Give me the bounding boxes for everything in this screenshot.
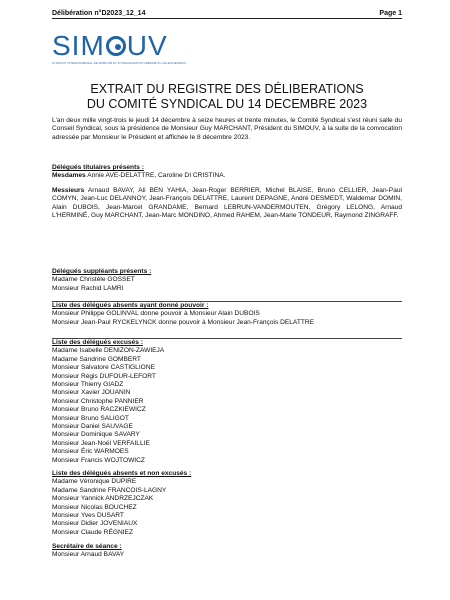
page-number: Page 1 <box>379 10 402 17</box>
list-item: Madame Sandrine GOMBERT <box>52 355 141 363</box>
list-item: Monsieur Éric WARMOES <box>52 448 129 456</box>
list-item: Monsieur Nicolas BOUCHEZ <box>52 503 137 511</box>
list-item: Monsieur Jean-Noël VERFAILLIE <box>52 439 150 447</box>
mesdames-line <box>52 172 402 180</box>
title-line-1: EXTRAIT DU REGISTRE DES DÉLIBERATIONS <box>90 82 364 96</box>
intro-paragraph: L'an deux mille vingt-trois le jeudi 14 décembre à seize heures et trente minutes, le Comité Syndical s'est réuni salle du Conseil Syndical, sous la présidence de Monsieur Guy MARCHANT, Président du SIMOUV, à la suite de la convocation adressée par Monsieur le Président et affichée le 8 décembre 2023. <box>52 117 402 141</box>
pouvoirs-section <box>52 301 402 327</box>
logo-text-left: SIM <box>52 30 105 61</box>
mesdames-names: Annie AVE-DELATTRE, Caroline DI CRISTINA. <box>87 172 226 180</box>
title-line-2: DU COMITÉ SYNDICAL DU 14 DECEMBRE 2023 <box>86 97 368 111</box>
list-item: Monsieur Didier JOVENIAUX <box>52 520 138 528</box>
list-item: Madame Sandrine FRANCOIS-LAGNY <box>52 486 167 494</box>
page-header <box>52 10 402 19</box>
pouvoirs-title: Liste des délégués absents ayant donné pouvoir : <box>52 302 209 309</box>
messieurs-paragraph <box>52 187 402 221</box>
list-item: Monsieur Yves DUSART <box>52 512 124 520</box>
list-item: Monsieur Arnaud BAVAY <box>52 551 125 559</box>
titulaires-section <box>52 164 402 220</box>
list-item: Madame Véronique DUPIRE <box>52 478 137 486</box>
list-item: Monsieur Bruno RACZKIEWICZ <box>52 406 146 414</box>
list-item: Monsieur Francis WOJTOWICZ <box>52 456 145 464</box>
logo-subtitle: SYNDICAT INTERCOMMUNAL DE MOBILITÉ ET D'ORGANISATION URBAINE DU VALENCIENNOIS <box>52 62 187 65</box>
logo-text-right: UV <box>126 30 168 61</box>
list-item: Monsieur Thierry GIADZ <box>52 381 124 389</box>
list-item: Monsieur Daniel SAUVAGE <box>52 423 133 431</box>
titulaires-title: Délégués titulaires présents : <box>52 164 144 171</box>
list-item: Monsieur Rachid LAMRI <box>52 284 124 292</box>
simouv-logo <box>52 32 252 72</box>
suppleants-title: Délégués suppléants présents : <box>52 268 152 275</box>
messieurs-names: Arnaud BAVAY, Ali BEN YAHIA, Jean-Roger BERRIER, Michel BLAISE, Bruno CELLIER, Jean-Paul COMYN, Jean-Luc DELANNOY, Jean-François DELATTRE, Laurent DEPAGNE, André DESMEDT, Waldemar DOMIN, Alain DUBOIS, Jean-Marcel GRANDAME, Bernard LEBRUN-VANDERMOUTEN, Grégory LELONG, Arnaud L'HERMINÉ, Guy MARCHANT, Jean-Marc MONDINO, Ahmed RAHEM, Jean-Marie TONDEUR, Raymond ZINGRAFF. <box>52 186 403 220</box>
secretaire-section <box>52 543 402 560</box>
list-item: Monsieur Salvatore CASTIGLIONE <box>52 364 155 372</box>
list-item: Monsieur Jean-Paul RYCKELYNCK donne pouvoir à Monsieur Jean-François DELATTRE <box>52 318 315 326</box>
document-title <box>52 82 402 112</box>
messieurs-label: Messieurs <box>52 186 85 194</box>
list-item: Monsieur Dominique SAVARY <box>52 431 140 439</box>
deliberation-number: Délibération n°D2023_12_14 <box>52 10 146 17</box>
excuses-title: Liste des délégués excusés : <box>52 339 143 346</box>
non-excuses-section <box>52 470 402 537</box>
list-item: Madame Christèle GOSSET <box>52 276 135 284</box>
secretaire-title: Secrétaire de séance : <box>52 543 122 550</box>
list-item: Monsieur Yannick ANDRZEJCZAK <box>52 495 154 503</box>
list-item: Monsieur Claude RÉGNIEZ <box>52 528 133 536</box>
mesdames-label: Mesdames <box>52 172 86 180</box>
list-item: Monsieur Xavier JOUANIN <box>52 389 131 397</box>
list-item: Monsieur Régis DUFOUR-LEFORT <box>52 372 156 380</box>
suppleants-section <box>52 268 402 293</box>
list-item: Monsieur Christophe PANNIER <box>52 397 144 405</box>
list-item: Monsieur Bruno SALIGOT <box>52 414 129 422</box>
excuses-section <box>52 338 402 465</box>
logo-o-icon <box>106 36 126 56</box>
list-item: Madame Isabelle DENIZON-ZAWIEJA <box>52 347 165 355</box>
non-excuses-title: Liste des délégués absents et non excusés : <box>52 470 192 477</box>
list-item: Monsieur Philippe GOLINVAL donne pouvoir à Monsieur Alain DUBOIS <box>52 310 260 318</box>
